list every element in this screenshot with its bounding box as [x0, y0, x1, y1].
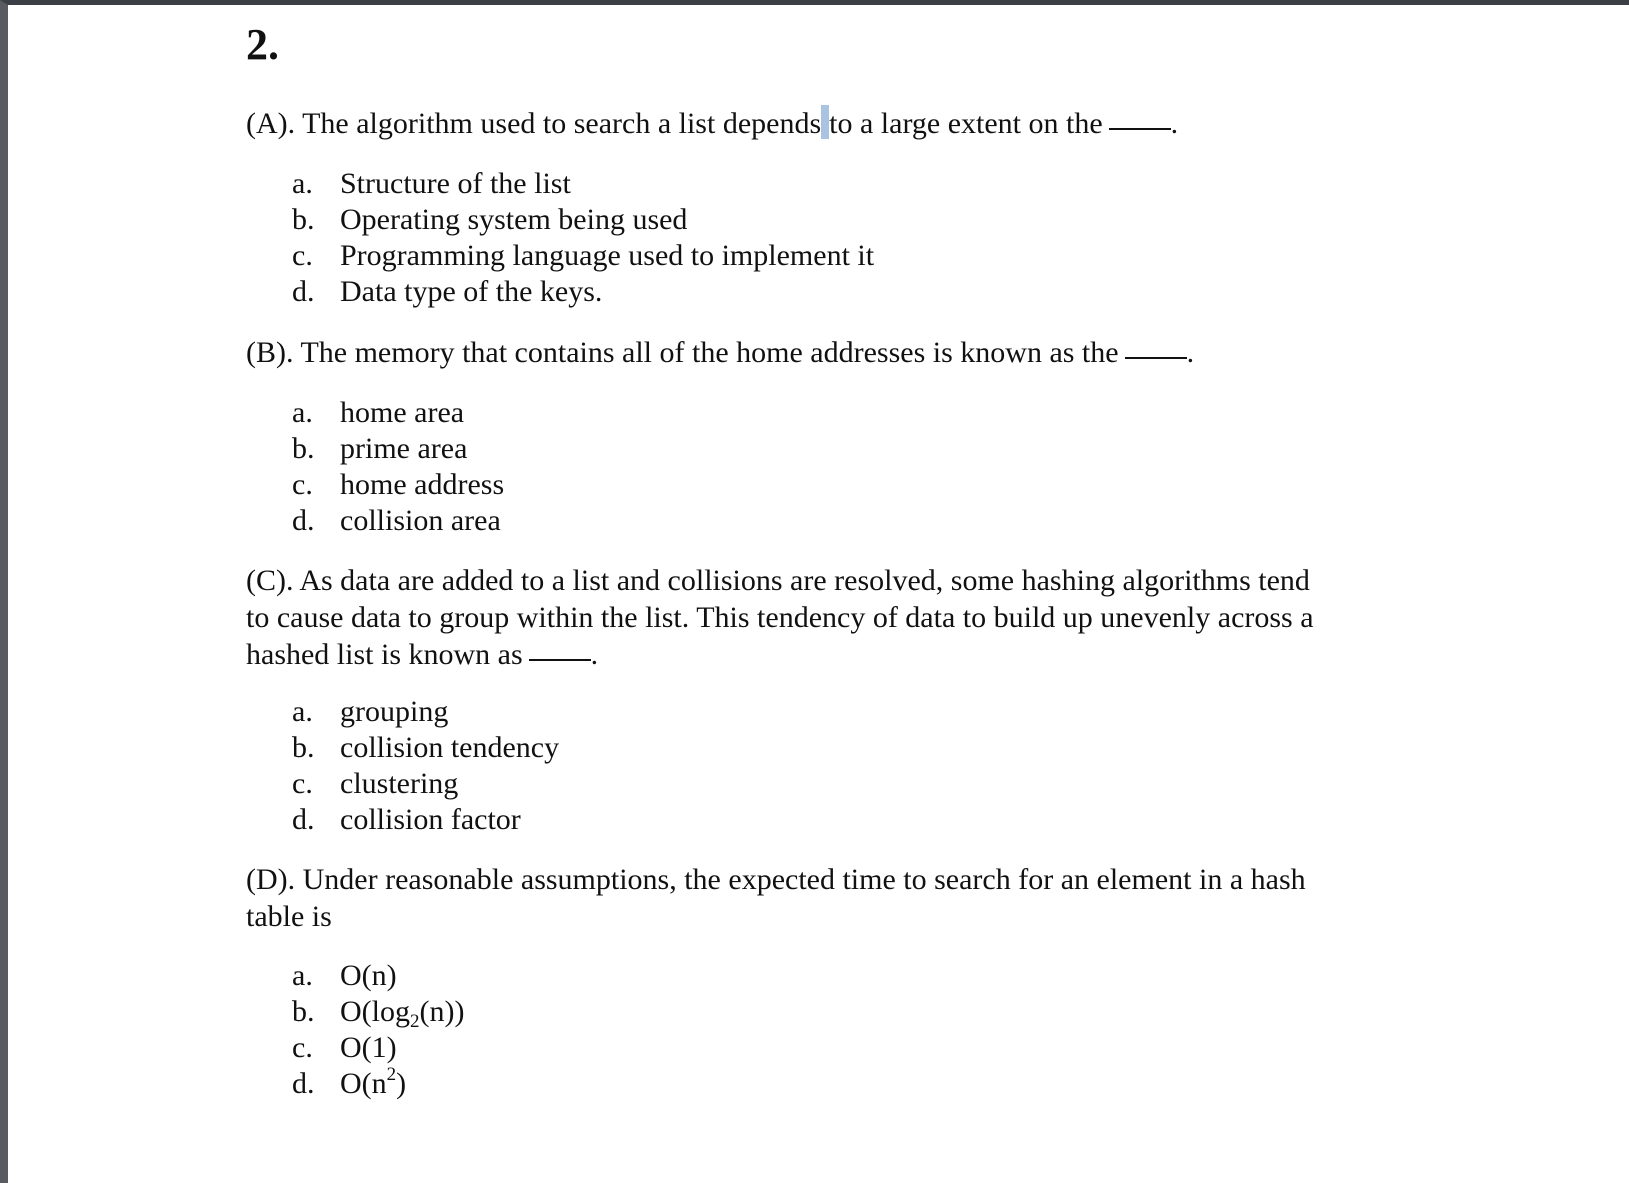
option-item: d. collision factor — [292, 803, 521, 836]
question-d-options — [292, 958, 464, 1102]
question-d-stem: (D). Under reasonable assumptions, the expected time to search for an element in a hash table is — [246, 863, 1306, 933]
option-item: c. O(1) — [292, 1031, 397, 1064]
question-c-stem: (C). As data are added to a list and collisions are resolved, some hashing algorithms tend to cause data to group within the list. This tendency of data to build up unevenly across a hashed list is known as . — [246, 564, 1314, 671]
option-item: a. grouping — [292, 695, 449, 728]
text-cursor — [821, 105, 829, 139]
question-a-options — [292, 166, 874, 310]
option-item: d. collision area — [292, 504, 501, 537]
option-item: c. clustering — [292, 767, 459, 800]
option-item: d. Data type of the keys. — [292, 275, 603, 308]
question-a-stem: (A). The algorithm used to search a list depends to a large extent on the . — [246, 107, 1179, 140]
option-item: c. Programming language used to implement it — [292, 239, 875, 272]
question-c-options — [292, 694, 559, 838]
option-item: d. $O(n^2)$ — [292, 1064, 407, 1100]
option-item: b. Operating system being used — [292, 203, 688, 236]
option-item: b. prime area — [292, 432, 468, 465]
question-number: 2. — [246, 20, 279, 69]
option-item: a. O(n) — [292, 959, 397, 992]
option-item: a. Structure of the list — [292, 167, 571, 200]
question-b-stem: (B). The memory that contains all of the home addresses is known as the . — [246, 336, 1195, 369]
question-b-options — [292, 395, 504, 539]
option-item: a. home area — [292, 396, 465, 429]
option-item: b. $O(\log_2(n))$ — [292, 995, 465, 1032]
answer-blank — [1109, 128, 1171, 130]
option-item: b. collision tendency — [292, 731, 560, 764]
option-item: c. home address — [292, 468, 505, 501]
answer-blank — [529, 659, 591, 661]
answer-blank — [1125, 357, 1187, 359]
